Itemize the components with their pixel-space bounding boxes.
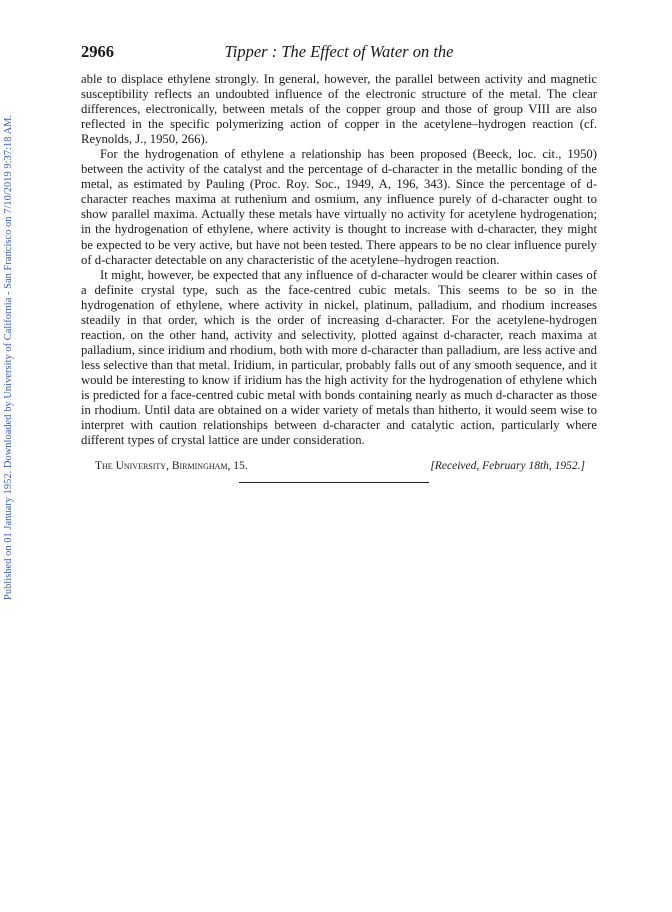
article-body <box>81 72 597 448</box>
paragraph-d-character: For the hydrogenation of ethylene a relationship has been proposed (Beeck, loc. cit., 1950) between the activity of the catalyst and the percentage of d-character in the metallic bonding of the metal, as estimated by Pauling (Proc. Roy. Soc., 1949, A, 196, 343). Since the percentage of d-character reaches maxima at ruthenium and osmium, any influence purely of d-character ought to show parallel maxima. Actually these metals have virtually no activity for acetylene hydrogenation; in the hydrogenation of ethylene, where activity is thought to increase with d-character, they might be expected to be very active, but have not been tested. There appears to be no clear influence purely of d-character detectable on any characteristic of the acetylene–hydrogen reaction. <box>81 147 597 267</box>
page-header <box>81 42 597 64</box>
end-rule <box>239 482 429 483</box>
article-footer <box>95 460 597 476</box>
paragraph-crystal-type: It might, however, be expected that any influence of d-character would be clearer within cases of a definite crystal type, such as the face-centred cubic metals. This seems to be so in the hydrogenation of ethylene, where activity in nickel, platinum, palladium, and rhodium increases steadily in that order, which is the order of increasing d-character. For the acetylene-hydrogen reaction, on the other hand, activity and selectivity, plotted against d-character, reach maxima at palladium, since iridium and rhodium, both with more d-character than palladium, are less active and less selective than that metal. Iridium, in particular, probably falls out of any smooth sequence, and it would be interesting to know if iridium has the high activity for the hydrogenation of ethylene which is predicted for a face-centred cubic metal with bonds containing nearly as much d-character as those in rhodium. Until data are obtained on a wider variety of metals than hitherto, it would seem wise to interpret with caution relationships between d-character and catalytic action, particularly where different types of crystal lattice are under consideration. <box>81 267 597 448</box>
paragraph-continuation: able to displace ethylene strongly. In general, however, the parallel between activity and magnetic susceptibility reflects an undoubted influence of the electronic structure of the metal. The clear differences, electronically, between metals of the copper group and those of group VIII are also reflected in the specific polymerizing action of copper in the acetylene–hydrogen reaction (cf. Reynolds, J., 1950, 266). <box>81 72 597 147</box>
running-title: Tipper : The Effect of Water on the <box>224 42 454 61</box>
received-date: [Received, February 18th, 1952.] <box>430 460 585 472</box>
download-stamp-text: Published on 01 January 1952. Downloaded by University of California - San Francisco on 7/10/2019 9:37:18 AM. <box>3 114 14 600</box>
download-stamp <box>2 40 16 600</box>
page-number: 2966 <box>81 42 114 61</box>
affiliation: The University, Birmingham, 15. <box>95 460 248 472</box>
